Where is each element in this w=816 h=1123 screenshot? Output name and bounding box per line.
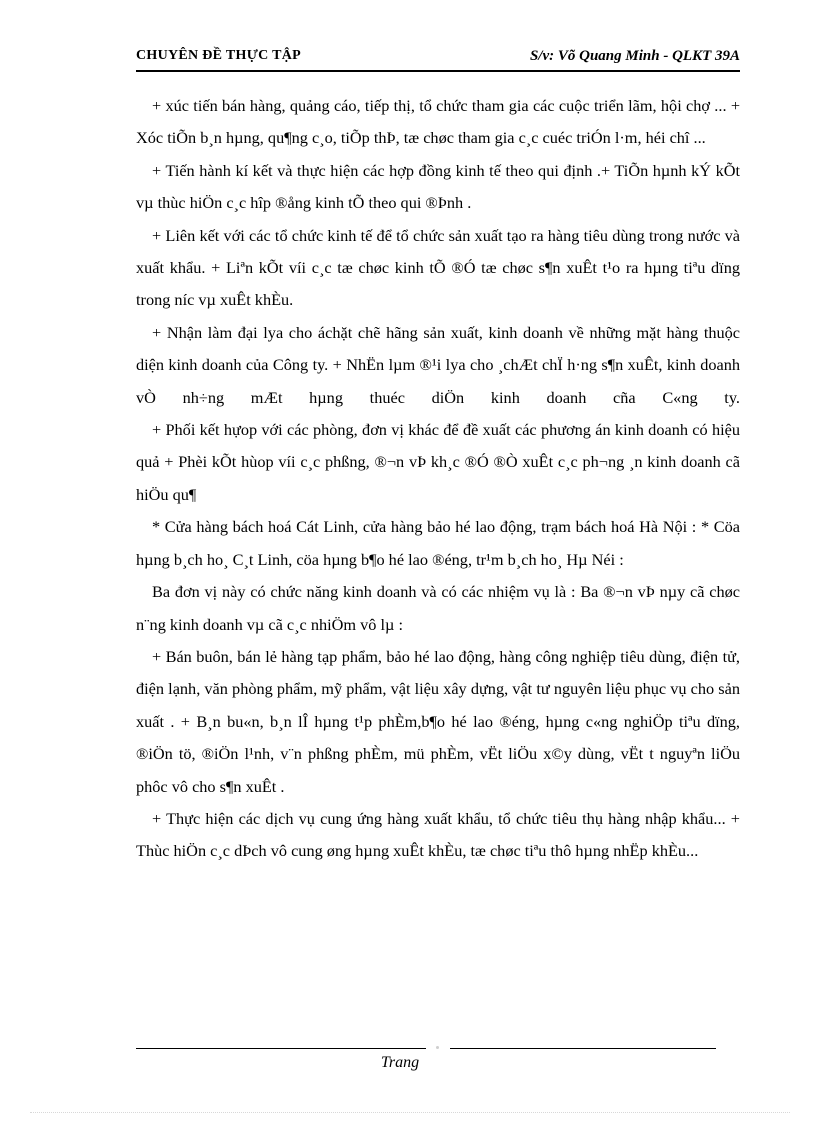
document-title: CHUYÊN ĐỀ THỰC TẬP [136,48,301,63]
paragraph: + Phối kết hựop với các phòng, đơn vị khác để đề xuất các phương án kinh doanh có hiệu quả + Phèi kÕt hùop víi c¸c phßng, ®¬n vÞ kh¸c ®Ó ®Ò xuÊt c¸c ph¬ng ¸n kinh doanh cã hiÖu qu¶ [136,420,740,504]
footer-rule-right [450,1048,716,1049]
page-edge-divider [30,1112,790,1113]
author-info: S/v: Võ Quang Minh - QLKT 39A [529,48,740,64]
paragraph: + Nhận làm đại lya cho áchặt chẽ hãng sản xuất, kinh doanh về những mặt hàng thuộc diện kinh doanh của Công ty. + NhËn lµm ®¹i lya cho ¸chÆt chÏ h·ng s¶n xuÊt, kinh doanh vÒ nh÷ng mÆt hµng thuéc diÖn kinh doanh cña C«ng ty. [136,322,740,407]
footer-rule-left [136,1048,426,1049]
paragraph: + xúc tiến bán hàng, quảng cáo, tiếp thị, tổ chức tham gia các cuộc triển lãm, hội chợ ... + Xóc tiÕn b¸n hµng, qu¶ng c¸o, tiÕp thÞ, tæ chøc tham gia c¸c cuéc triÓn l·m, héi chî ... [136,96,740,148]
paragraph: + Bán buôn, bán lẻ hàng tạp phẩm, bảo hé lao động, hàng công nghiệp tiêu dùng, điện tử, điện lạnh, văn phòng phẩm, mỹ phẩm, vật liệu xây dựng, vật tư nguyên liệu phục vụ cho sản xuất . + B¸n bu«n, b¸n lÎ hµng t¹p phÈm,b¶o hé lao ®éng, hµng c«ng nghiÖp tiªu dïng, ®iÖn tö, ®iÖn l¹nh, v¨n phßng phÈm, mü phÈm, vËt liÖu x©y dùng, vËt t nguyªn liÖu phôc vô cho s¶n xuÊt . [136,646,740,796]
document-body [136,90,740,868]
footer-dot [436,1046,439,1049]
paragraph: Ba đơn vị này có chức năng kinh doanh và có các nhiệm vụ là : Ba ®¬n vÞ nµy cã chøc n¨ng kinh doanh vµ cã c¸c nhiÖm vô lµ : [136,582,740,634]
page-header [136,48,740,72]
page-number-label: Trang [380,1054,420,1071]
paragraph: * Cửa hàng bách hoá Cát Linh, cửa hàng bảo hé lao động, trạm bách hoá Hà Nội : * Cöa hµng b¸ch ho¸ C¸t Linh, cöa hµng b¶o hé lao ®éng, tr¹m b¸ch ho¸ Hµ Néi : [136,517,740,569]
paragraph: + Liên kết với các tổ chức kinh tế để tổ chức sản xuất tạo ra hàng tiêu dùng trong nước và xuất khẩu. + Liªn kÕt víi c¸c tæ chøc kinh tÕ ®Ó tæ chøc s¶n xuÊt t¹o ra hµng tiªu dïng trong níc vµ xuÊt khÈu. [136,225,740,310]
paragraph: + Tiến hành kí kết và thực hiện các hợp đồng kinh tế theo qui định .+ TiÕn hµnh kÝ kÕt vµ thùc hiÖn c¸c hîp ®ång kinh tÕ theo qui ®Þnh . [136,160,740,213]
paragraph: + Thực hiện các dịch vụ cung ứng hàng xuất khẩu, tổ chức tiêu thụ hàng nhập khẩu... + Thùc hiÖn c¸c dÞch vô cung øng hµng xuÊt khÈu, tæ chøc tiªu thô hµng nhËp khÈu... [136,808,740,861]
